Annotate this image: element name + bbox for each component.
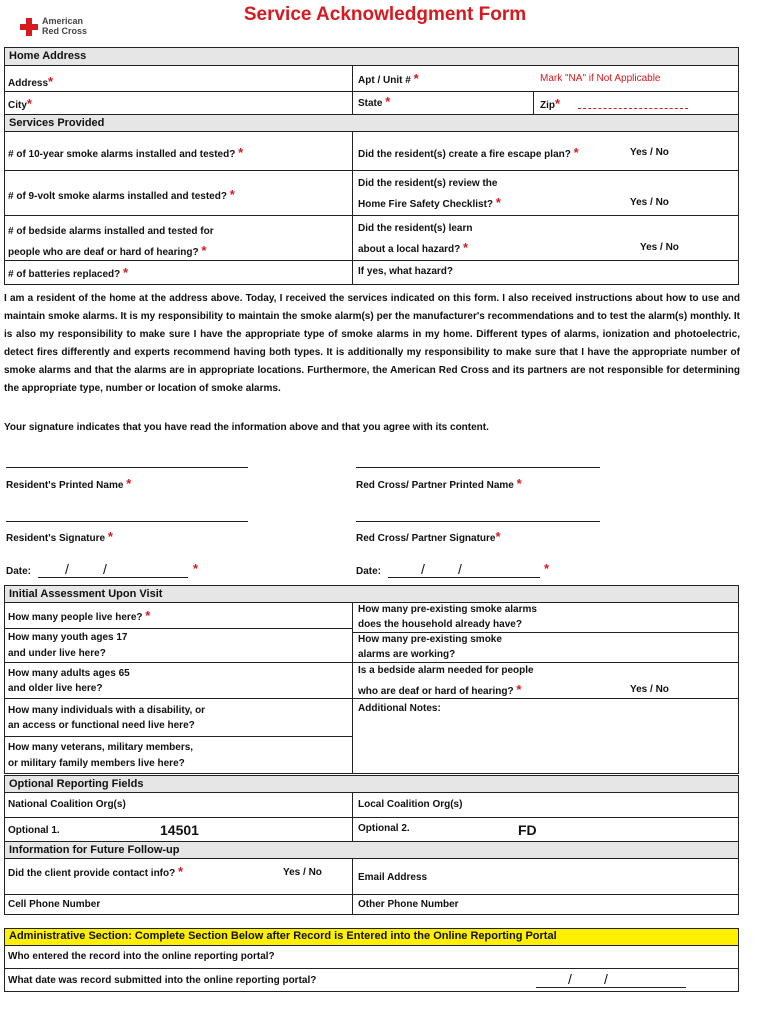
bedside-alarms-field[interactable]: people who are deaf or hard of hearing? * bbox=[8, 243, 207, 258]
rc-printed-name-line[interactable] bbox=[356, 467, 600, 468]
submitted-date-label: What date was record submitted into the online reporting portal? bbox=[8, 975, 317, 986]
apt-unit-field[interactable]: Apt / Unit # * bbox=[358, 71, 419, 86]
hazard-yes-no[interactable]: Yes / No bbox=[640, 242, 679, 253]
veterans-count-field[interactable]: or military family members live here? bbox=[8, 758, 185, 769]
nine-volt-alarms-field[interactable]: # of 9-volt smoke alarms installed and tested? * bbox=[8, 187, 235, 202]
rc-signature-line[interactable] bbox=[356, 521, 600, 522]
resident-signature-line[interactable] bbox=[6, 521, 248, 522]
other-phone-field[interactable]: Other Phone Number bbox=[358, 899, 459, 910]
escape-plan-question: Did the resident(s) create a fire escape plan? * bbox=[358, 145, 579, 160]
youth-count-field[interactable]: and under live here? bbox=[8, 648, 106, 659]
disability-count-label: How many individuals with a disability, or bbox=[8, 705, 206, 716]
bedside-needed-question: who are deaf or hard of hearing? * bbox=[358, 682, 522, 697]
adults-count-field[interactable]: and older live here? bbox=[8, 683, 103, 694]
submitted-date-field[interactable] bbox=[536, 987, 686, 988]
org-name-line1: American bbox=[42, 16, 84, 26]
batteries-field[interactable]: # of batteries replaced? * bbox=[8, 265, 129, 280]
checklist-yes-no[interactable]: Yes / No bbox=[630, 197, 669, 208]
working-alarms-label: How many pre-existing smoke bbox=[358, 634, 502, 645]
disability-count-field[interactable]: an access or functional need live here? bbox=[8, 720, 195, 731]
adults-count-label: How many adults ages 65 bbox=[8, 668, 130, 679]
entered-by-field[interactable]: Who entered the record into the online reporting portal? bbox=[8, 951, 275, 962]
resident-date-field[interactable] bbox=[38, 577, 188, 578]
section-optional-reporting: Optional Reporting Fields bbox=[4, 775, 739, 793]
checklist-question-line1: Did the resident(s) review the bbox=[358, 178, 498, 189]
escape-plan-yes-no[interactable]: Yes / No bbox=[630, 147, 669, 158]
additional-notes-field[interactable]: Additional Notes: bbox=[358, 703, 441, 714]
local-coalition-field[interactable]: Local Coalition Org(s) bbox=[358, 799, 463, 810]
city-field[interactable]: City* bbox=[8, 96, 32, 111]
zip-input-line[interactable] bbox=[578, 108, 688, 109]
bedside-needed-yes-no[interactable]: Yes / No bbox=[630, 684, 669, 695]
section-initial-assessment: Initial Assessment Upon Visit bbox=[4, 585, 739, 603]
ten-year-alarms-field[interactable]: # of 10-year smoke alarms installed and tested? * bbox=[8, 145, 244, 160]
bedside-needed-label: Is a bedside alarm needed for people bbox=[358, 665, 534, 676]
hazard-detail-field[interactable]: If yes, what hazard? bbox=[358, 266, 454, 277]
org-name-line2: Red Cross bbox=[42, 26, 88, 36]
rc-signature-label: Red Cross/ Partner Signature* bbox=[356, 529, 501, 544]
section-services: Services Provided bbox=[4, 114, 739, 132]
form-title: Service Acknowledgment Form bbox=[243, 4, 527, 25]
bedside-alarms-label: # of bedside alarms installed and tested for bbox=[8, 226, 214, 237]
na-note: Mark "NA" if Not Applicable bbox=[540, 73, 661, 84]
section-admin: Administrative Section: Complete Section Below after Record is Entered into the Online Reporting Portal bbox=[4, 928, 739, 946]
cell-phone-field[interactable]: Cell Phone Number bbox=[8, 899, 101, 910]
zip-field[interactable]: Zip* bbox=[540, 96, 561, 111]
section-home-address: Home Address bbox=[4, 47, 739, 66]
people-count-field[interactable]: How many people live here? * bbox=[8, 608, 151, 623]
resident-signature-label: Resident's Signature * bbox=[6, 529, 113, 544]
veterans-count-label: How many veterans, military members, bbox=[8, 742, 194, 753]
optional-1-value[interactable]: 14501 bbox=[160, 822, 199, 838]
optional-1-label: Optional 1. bbox=[8, 825, 60, 836]
resident-date-label: Date: bbox=[6, 566, 32, 577]
hazard-question: about a local hazard? * bbox=[358, 240, 469, 255]
contact-info-yes-no[interactable]: Yes / No bbox=[283, 867, 322, 878]
address-field[interactable]: Address* bbox=[8, 74, 54, 89]
contact-info-question: Did the client provide contact info? * bbox=[8, 864, 184, 879]
section-follow-up: Information for Future Follow-up bbox=[4, 841, 739, 859]
national-coalition-field[interactable]: National Coalition Org(s) bbox=[8, 799, 126, 810]
resident-printed-name-line[interactable] bbox=[6, 467, 248, 468]
rc-date-field[interactable] bbox=[388, 577, 540, 578]
working-alarms-field[interactable]: alarms are working? bbox=[358, 649, 456, 660]
hazard-question-line1: Did the resident(s) learn bbox=[358, 223, 473, 234]
acknowledgment-statement: I am a resident of the home at the address above. Today, I received the services indicated on this form. I also received instructions about how to use and maintain smoke alarms. It is my responsibility to maintain the smoke alarm(s) per the manufacturer's recommendations and to test the alarm(s) monthly. It is also my responsibility to make sure I have the appropriate type of smoke alarms in my home. Different types of alarms, ionization and photoelectric, detect fires differently and experts recommend having both types. It is additionally my responsibility to make sure that I have the appropriate number of smoke alarms and that the alarms are in appropriate locations. Furthermore, the American Red Cross and its partners are not responsible for determining the appropriate type, number or location of smoke alarms. bbox=[4, 293, 740, 394]
optional-2-label: Optional 2. bbox=[358, 823, 410, 834]
resident-printed-name-label: Resident's Printed Name * bbox=[6, 476, 132, 491]
optional-2-value[interactable]: FD bbox=[518, 822, 537, 838]
email-field[interactable]: Email Address bbox=[358, 872, 428, 883]
signature-note: Your signature indicates that you have read the information above and that you agree with its content. bbox=[4, 422, 489, 433]
preexisting-alarms-field[interactable]: does the household already have? bbox=[358, 619, 522, 630]
preexisting-alarms-label: How many pre-existing smoke alarms bbox=[358, 604, 537, 615]
rc-printed-name-label: Red Cross/ Partner Printed Name * bbox=[356, 476, 522, 491]
rc-date-label: Date: bbox=[356, 566, 382, 577]
checklist-question: Home Fire Safety Checklist? * bbox=[358, 195, 501, 210]
state-field[interactable]: State * bbox=[358, 94, 391, 109]
youth-count-label: How many youth ages 17 bbox=[8, 632, 128, 643]
